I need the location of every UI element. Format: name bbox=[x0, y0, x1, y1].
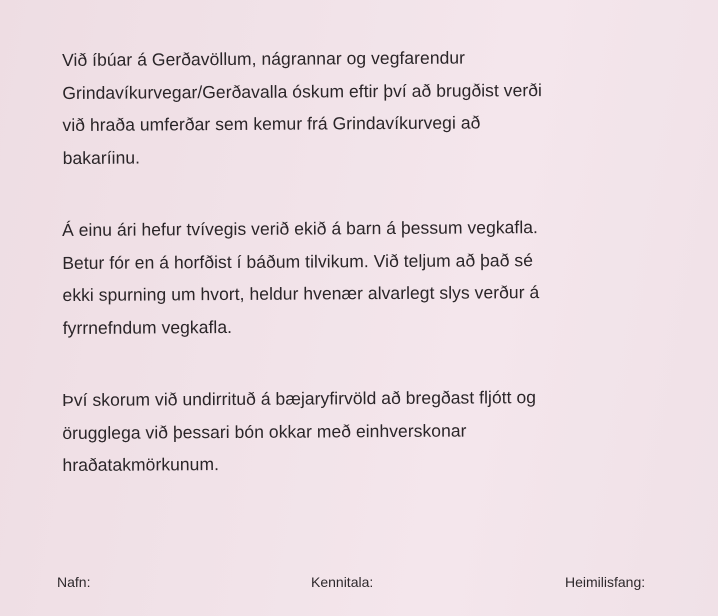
paragraph-line: Við íbúar á Gerðavöllum, nágrannar og vegfarendur bbox=[62, 47, 466, 70]
id-number-field-label: Kennitala: bbox=[311, 574, 374, 590]
paragraph-1 bbox=[62, 40, 703, 174]
paragraph-line: Grindavíkurvegar/Gerðavalla óskum eftir því að brugðist verði bbox=[62, 79, 543, 103]
paragraph-3 bbox=[62, 380, 703, 481]
paragraph-line: við hraða umferðar sem kemur frá Grindavíkurvegi að bbox=[62, 112, 481, 135]
paragraph-line: Á einu ári hefur tvívegis verið ekið á barn á þessum vegkafla. bbox=[62, 217, 539, 240]
paragraph-2 bbox=[62, 210, 703, 344]
address-field-label: Heimilisfang: bbox=[565, 574, 646, 590]
name-field-label: Nafn: bbox=[57, 574, 91, 590]
paragraph-line: bakaríinu. bbox=[62, 147, 141, 168]
paragraph-line: ekki spurning um hvort, heldur hvenær alvarlegt slys verður á bbox=[62, 282, 540, 305]
paragraph-line: hraðatakmörkunum. bbox=[62, 454, 220, 475]
paragraph-line: fyrrnefndum vegkafla. bbox=[62, 316, 233, 338]
paragraph-line: Betur fór en á horfðist í báðum tilvikum. Við teljum að það sé bbox=[62, 249, 534, 273]
paragraph-line: örugglega við þessari bón okkar með einhverskonar bbox=[62, 420, 467, 443]
paragraph-line: Því skorum við undirrituð á bæjaryfirvöld að bregðast fljótt og bbox=[62, 387, 537, 410]
